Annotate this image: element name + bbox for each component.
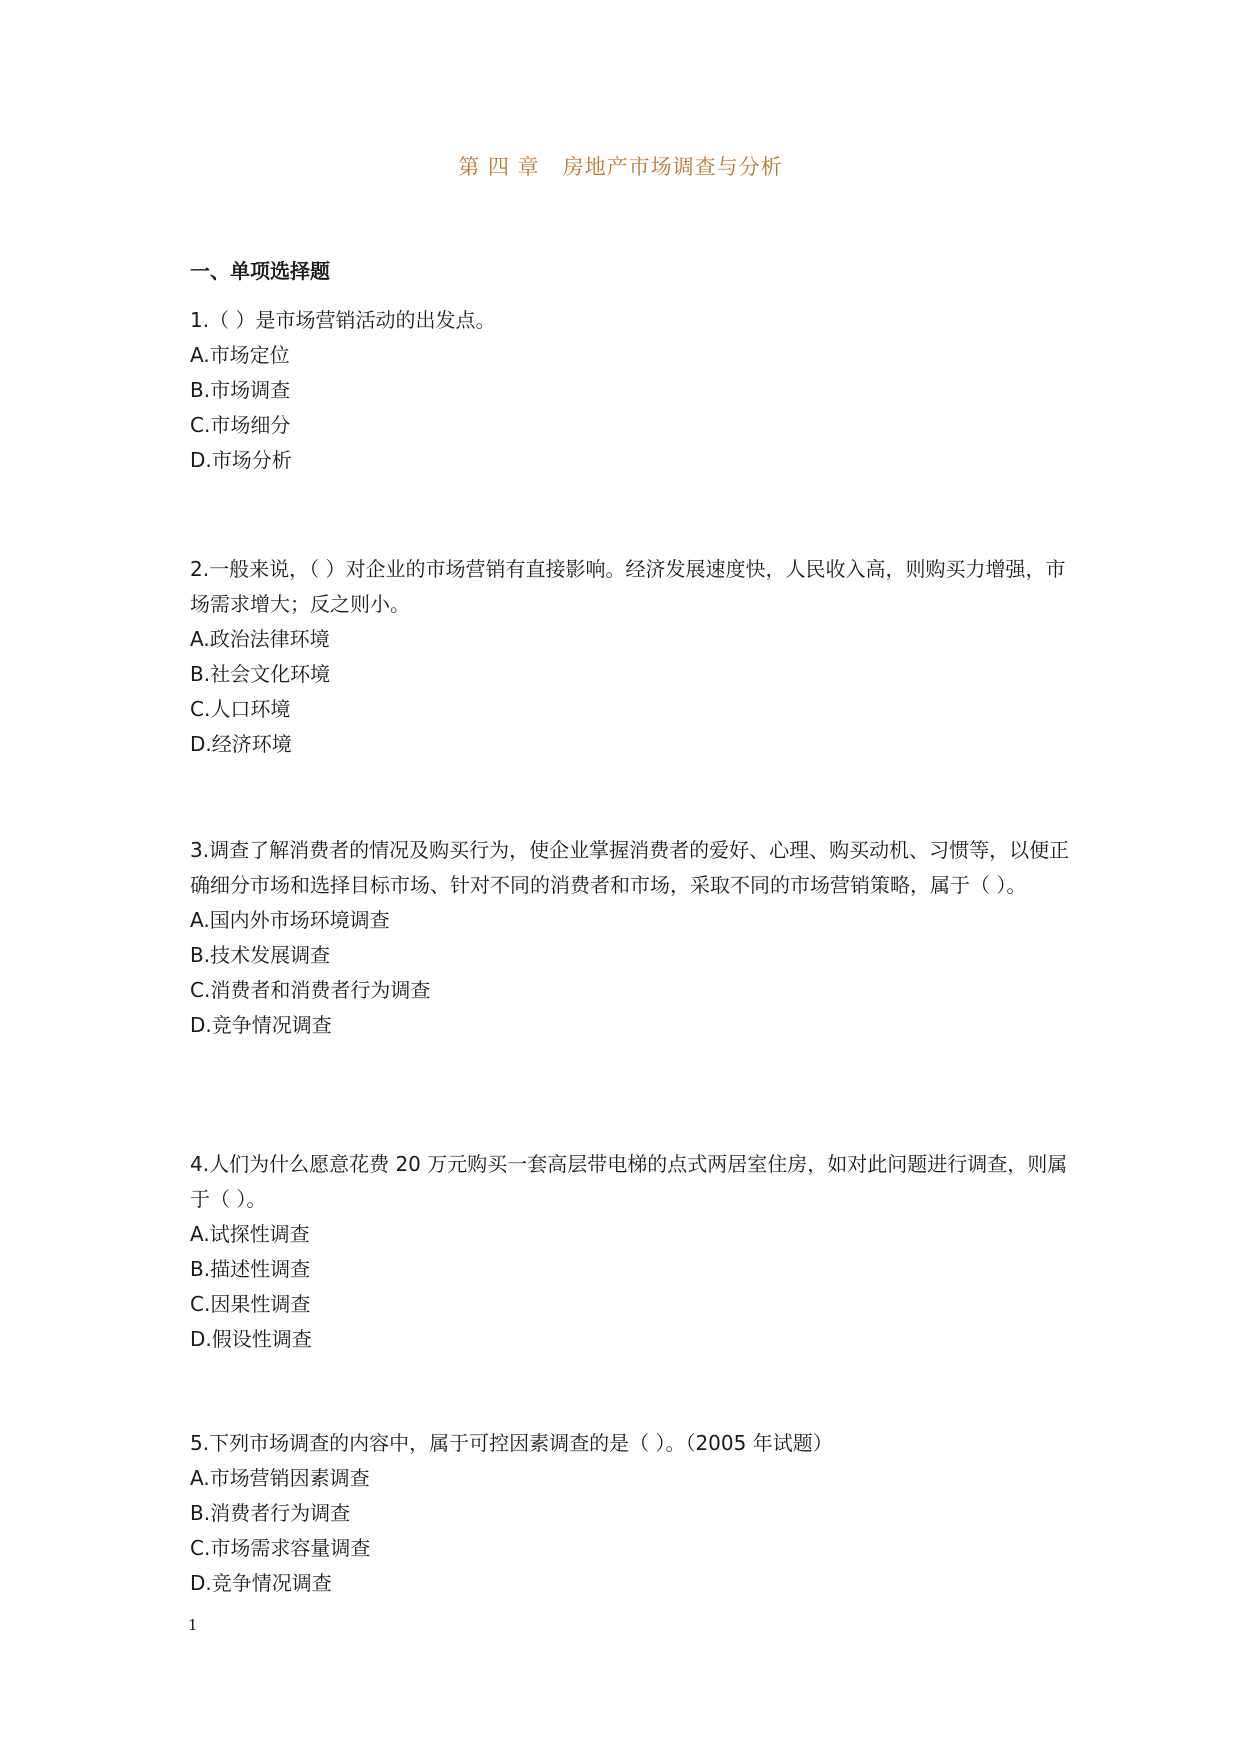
option-a: A.试探性调查 [190,1222,310,1246]
chapter-title: 第 四 章 房地产市场调查与分析 [458,155,783,179]
option-b: B.市场调查 [190,378,291,402]
question-3 [190,833,1070,1043]
question-1 [190,303,1070,478]
question-4 [190,1147,1070,1357]
option-a: A.政治法律环境 [190,627,330,651]
option-c: C.人口环境 [190,697,291,721]
page-number: 1 [188,1616,198,1634]
option-d: D.竞争情况调查 [190,1013,332,1037]
question-stem: 1.（ ）是市场营销活动的出发点。 [190,308,496,332]
question-stem: 2.一般来说，（ ）对企业的市场营销有直接影响。经济发展速度快，人民收入高，则购买力增强，市场需求增大；反之则小。 [190,557,1066,616]
option-b: B.社会文化环境 [190,662,331,686]
option-c: C.因果性调查 [190,1292,311,1316]
option-b: B.消费者行为调查 [190,1501,351,1525]
option-d: D.市场分析 [190,448,292,472]
option-c: C.消费者和消费者行为调查 [190,978,431,1002]
question-5 [190,1426,1070,1601]
option-c: C.市场细分 [190,413,291,437]
option-a: A.市场营销因素调查 [190,1466,370,1490]
option-d: D.假设性调查 [190,1327,312,1351]
option-d: D.竞争情况调查 [190,1571,332,1595]
option-d: D.经济环境 [190,732,292,756]
option-b: B.技术发展调查 [190,943,331,967]
option-c: C.市场需求容量调查 [190,1536,371,1560]
option-a: A.市场定位 [190,343,290,367]
question-2 [190,552,1070,762]
question-stem: 3.调查了解消费者的情况及购买行为，使企业掌握消费者的爱好、心理、购买动机、习惯等，以便正确细分市场和选择目标市场、针对不同的消费者和市场，采取不同的市场营销策略，属于（ ）。 [190,838,1070,897]
question-stem: 4.人们为什么愿意花费 20 万元购买一套高层带电梯的点式两居室住房，如对此问题进行调查，则属于（ ）。 [190,1152,1068,1211]
option-a: A.国内外市场环境调查 [190,908,390,932]
option-b: B.描述性调查 [190,1257,311,1281]
question-stem: 5.下列市场调查的内容中，属于可控因素调查的是（ ）。（2005 年试题） [190,1431,833,1455]
section-heading: 一、单项选择题 [190,259,330,283]
